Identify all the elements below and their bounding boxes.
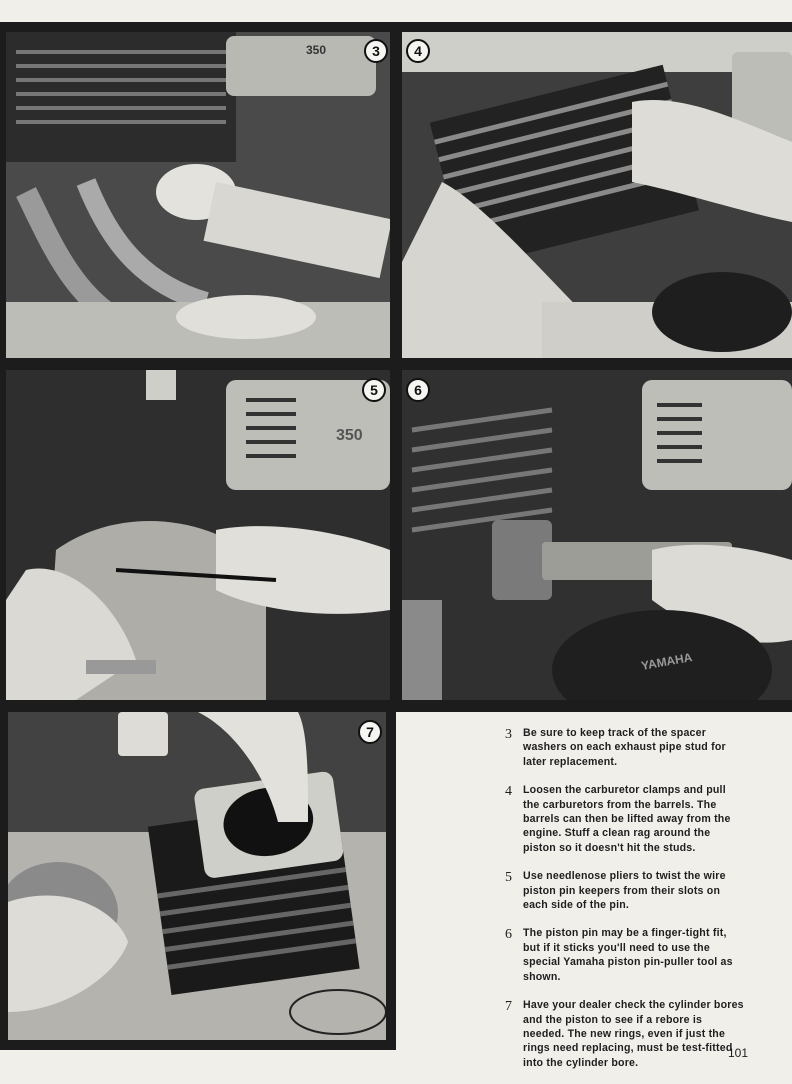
step-number-badge: 5 xyxy=(362,378,386,402)
caption-number: 5 xyxy=(505,870,513,886)
caption-number: 4 xyxy=(505,784,513,800)
caption-text: Use needlenose pliers to twist the wire piston pin keepers from their slots on each side of the pin. xyxy=(523,870,726,912)
caption-number: 6 xyxy=(505,927,513,943)
svg-text:350: 350 xyxy=(336,427,363,444)
step-number-badge: 7 xyxy=(358,720,382,744)
svg-text:350: 350 xyxy=(306,43,327,57)
svg-text:YAMAHA: YAMAHA xyxy=(640,650,694,673)
caption-number: 3 xyxy=(505,727,513,742)
caption-step-5 xyxy=(505,869,745,912)
frame-border xyxy=(0,1040,396,1050)
caption-step-4 xyxy=(505,783,745,855)
caption-text: Be sure to keep track of the spacer washers on each exhaust pipe stud for later replacement. xyxy=(523,727,726,768)
photo-step-4 xyxy=(402,32,792,358)
photo-step-3 xyxy=(6,32,390,358)
page-number: 101 xyxy=(728,1046,749,1060)
caption-text: Have your dealer check the cylinder bores and the piston to see if a rebore is needed. The new rings, even if just the rings need replacing, must be test-fitted into the cylinder bore. xyxy=(523,999,744,1069)
frame-gutter xyxy=(0,700,792,712)
photo-step-5 xyxy=(6,370,390,700)
frame-gutter xyxy=(0,358,792,370)
caption-step-6 xyxy=(505,926,745,984)
photo-step-6 xyxy=(402,370,792,700)
caption-text: Loosen the carburetor clamps and pull the carburetors from the barrels. The barrels can then be lifted away from the engine. Stuff a clean rag around the piston so it doesn't hit the studs. xyxy=(523,784,731,854)
step-number-badge: 6 xyxy=(406,378,430,402)
step-number-badge: 4 xyxy=(406,39,430,63)
caption-step-3 xyxy=(505,726,745,769)
frame-border xyxy=(0,700,8,1050)
step-number-badge: 3 xyxy=(364,39,388,63)
caption-number: 7 xyxy=(505,999,513,1015)
caption-text: The piston pin may be a finger-tight fit, but if it sticks you'll need to use the special Yamaha piston pin-puller tool as shown. xyxy=(523,927,733,983)
captions-column xyxy=(505,726,745,1084)
caption-step-7 xyxy=(505,998,745,1070)
photo-step-7 xyxy=(8,712,386,1040)
frame-border xyxy=(386,700,396,1050)
